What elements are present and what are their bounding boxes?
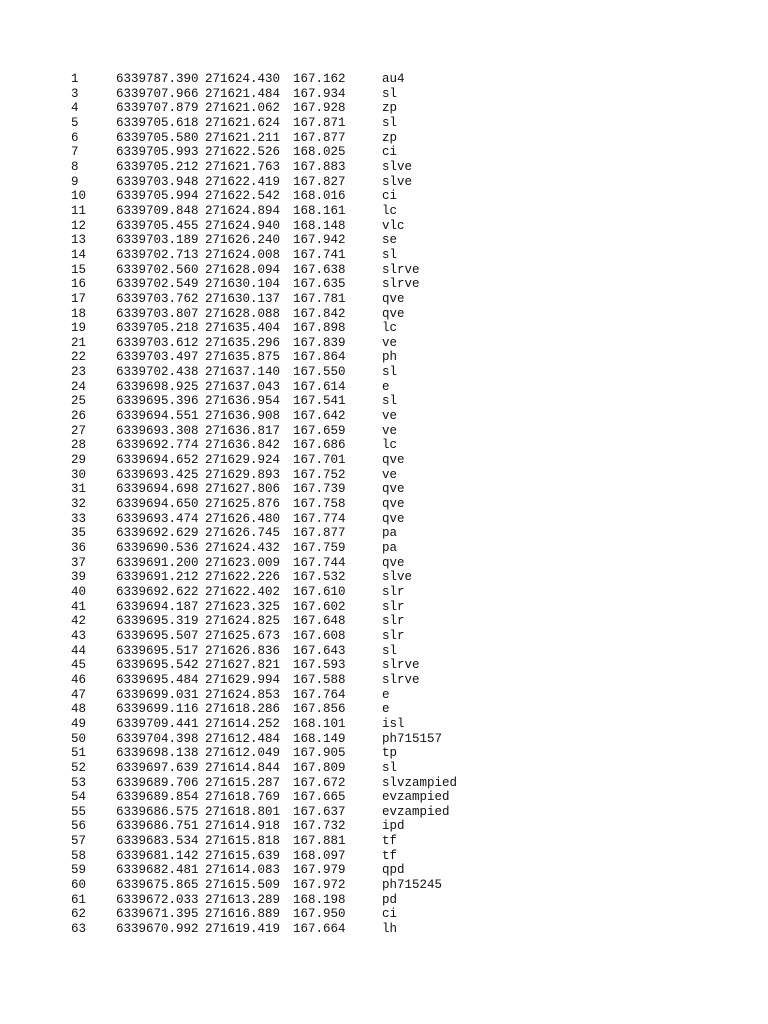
elevation-value: 167.758 xyxy=(293,497,346,512)
easting-value: 271636.908 xyxy=(205,409,281,424)
northing-value: 6339699.116 xyxy=(116,702,199,717)
northing-value: 6339703.762 xyxy=(116,291,199,306)
northing-value: 6339683.534 xyxy=(116,834,199,849)
point-id: 27 xyxy=(71,423,87,438)
point-id: 63 xyxy=(71,922,87,937)
easting-value: 271614.252 xyxy=(205,716,281,731)
northing-value: 6339695.484 xyxy=(116,672,199,687)
point-id: 54 xyxy=(71,790,87,805)
easting-value: 271624.008 xyxy=(205,247,281,262)
point-id: 17 xyxy=(71,291,87,306)
northing-value: 6339694.187 xyxy=(116,599,199,614)
easting-value: 271637.043 xyxy=(205,379,281,394)
point-id: 30 xyxy=(71,467,87,482)
point-code: pd xyxy=(382,892,398,907)
northing-value: 6339694.551 xyxy=(116,409,199,424)
easting-value: 271621.624 xyxy=(205,115,281,130)
point-id: 4 xyxy=(71,101,79,116)
easting-value: 271626.240 xyxy=(205,233,281,248)
northing-value: 6339672.033 xyxy=(116,892,199,907)
northing-value: 6339693.474 xyxy=(116,511,199,526)
easting-value: 271621.062 xyxy=(205,101,281,116)
easting-value: 271622.542 xyxy=(205,189,281,204)
elevation-value: 167.842 xyxy=(293,306,346,321)
point-code: qve xyxy=(382,497,405,512)
northing-value: 6339702.438 xyxy=(116,365,199,380)
northing-value: 6339694.650 xyxy=(116,497,199,512)
easting-value: 271623.009 xyxy=(205,555,281,570)
easting-value: 271615.509 xyxy=(205,878,281,893)
elevation-value: 167.905 xyxy=(293,746,346,761)
easting-value: 271637.140 xyxy=(205,365,281,380)
easting-value: 271636.954 xyxy=(205,394,281,409)
point-id: 22 xyxy=(71,350,87,365)
easting-value: 271622.526 xyxy=(205,145,281,160)
point-code: slve xyxy=(382,174,413,189)
elevation-value: 168.025 xyxy=(293,145,346,160)
point-id: 7 xyxy=(71,145,79,160)
elevation-value: 167.588 xyxy=(293,672,346,687)
elevation-value: 167.934 xyxy=(293,86,346,101)
northing-value: 6339690.536 xyxy=(116,541,199,555)
easting-value: 271624.432 xyxy=(205,541,281,555)
point-code: slr xyxy=(382,614,405,629)
easting-value: 271627.806 xyxy=(205,482,281,497)
easting-value: 271614.844 xyxy=(205,760,281,775)
point-id: 51 xyxy=(71,746,87,761)
point-id: 50 xyxy=(71,731,87,746)
point-id: 40 xyxy=(71,584,87,599)
point-id: 14 xyxy=(71,247,87,262)
elevation-value: 167.877 xyxy=(293,526,346,541)
point-code: qve xyxy=(382,555,405,570)
northing-value: 6339692.774 xyxy=(116,438,199,453)
elevation-value: 167.664 xyxy=(293,922,346,937)
point-id: 1 xyxy=(71,72,79,86)
elevation-value: 167.856 xyxy=(293,702,346,717)
easting-value: 271618.286 xyxy=(205,702,281,717)
easting-value: 271635.404 xyxy=(205,321,281,336)
point-code: sl xyxy=(382,115,398,130)
point-code: slrve xyxy=(382,672,420,687)
elevation-value: 167.659 xyxy=(293,423,346,438)
elevation-value: 167.764 xyxy=(293,687,346,702)
elevation-value: 167.898 xyxy=(293,321,346,336)
point-id: 5 xyxy=(71,115,79,130)
point-id: 36 xyxy=(71,541,87,555)
elevation-value: 167.610 xyxy=(293,584,346,599)
point-id: 12 xyxy=(71,218,87,233)
point-code: slr xyxy=(382,599,405,614)
point-id: 52 xyxy=(71,760,87,775)
point-id: 26 xyxy=(71,409,87,424)
easting-value: 271635.875 xyxy=(205,350,281,365)
elevation-value: 167.744 xyxy=(293,555,346,570)
point-id: 8 xyxy=(71,159,79,174)
northing-value: 6339695.319 xyxy=(116,614,199,629)
easting-value: 271622.402 xyxy=(205,584,281,599)
easting-value: 271630.104 xyxy=(205,277,281,292)
point-code: ve xyxy=(382,423,398,438)
point-code: sl xyxy=(382,365,398,380)
northing-value: 6339702.713 xyxy=(116,247,199,262)
elevation-value: 167.883 xyxy=(293,159,346,174)
northing-value: 6339704.398 xyxy=(116,731,199,746)
easting-value: 271614.918 xyxy=(205,819,281,834)
easting-value: 271635.296 xyxy=(205,335,281,350)
point-id: 48 xyxy=(71,702,87,717)
point-id: 59 xyxy=(71,863,87,878)
easting-value: 271625.673 xyxy=(205,628,281,643)
elevation-value: 168.149 xyxy=(293,731,346,746)
elevation-value: 167.643 xyxy=(293,643,346,658)
point-code: slve xyxy=(382,159,413,174)
elevation-value: 167.614 xyxy=(293,379,346,394)
easting-value: 271624.940 xyxy=(205,218,281,233)
point-id: 9 xyxy=(71,174,79,189)
northing-value: 6339698.925 xyxy=(116,379,199,394)
northing-value: 6339705.212 xyxy=(116,159,199,174)
elevation-value: 167.686 xyxy=(293,438,346,453)
northing-value: 6339695.396 xyxy=(116,394,199,409)
easting-value: 271621.763 xyxy=(205,159,281,174)
point-id: 46 xyxy=(71,672,87,687)
easting-value: 271621.211 xyxy=(205,130,281,145)
easting-value: 271629.924 xyxy=(205,453,281,468)
easting-value: 271615.818 xyxy=(205,834,281,849)
elevation-value: 167.739 xyxy=(293,482,346,497)
point-code: sl xyxy=(382,394,398,409)
point-id: 28 xyxy=(71,438,87,453)
point-id: 44 xyxy=(71,643,87,658)
point-id: 19 xyxy=(71,321,87,336)
point-code: ci xyxy=(382,907,398,922)
northing-value: 6339686.751 xyxy=(116,819,199,834)
northing-value: 6339787.390 xyxy=(116,72,199,86)
easting-value: 271624.853 xyxy=(205,687,281,702)
point-code: evzampied xyxy=(382,804,450,819)
elevation-value: 167.665 xyxy=(293,790,346,805)
easting-value: 271619.419 xyxy=(205,922,281,937)
northing-value: 6339703.807 xyxy=(116,306,199,321)
elevation-value: 167.593 xyxy=(293,658,346,673)
elevation-value: 167.637 xyxy=(293,804,346,819)
elevation-value: 167.532 xyxy=(293,570,346,585)
easting-value: 271612.049 xyxy=(205,746,281,761)
elevation-value: 167.701 xyxy=(293,453,346,468)
elevation-value: 167.642 xyxy=(293,409,346,424)
easting-value: 271612.484 xyxy=(205,731,281,746)
northing-value: 6339705.993 xyxy=(116,145,199,160)
northing-value: 6339694.652 xyxy=(116,453,199,468)
point-code: au4 xyxy=(382,72,405,86)
easting-value: 271627.821 xyxy=(205,658,281,673)
point-code: ve xyxy=(382,409,398,424)
point-id: 53 xyxy=(71,775,87,790)
point-code: qve xyxy=(382,291,405,306)
northing-value: 6339692.629 xyxy=(116,526,199,541)
point-code: pa xyxy=(382,541,398,555)
point-id: 60 xyxy=(71,878,87,893)
point-id: 16 xyxy=(71,277,87,292)
point-code: ipd xyxy=(382,819,405,834)
northing-value: 6339691.200 xyxy=(116,555,199,570)
point-id: 18 xyxy=(71,306,87,321)
northing-value: 6339707.879 xyxy=(116,101,199,116)
easting-value: 271629.893 xyxy=(205,467,281,482)
northing-value: 6339705.455 xyxy=(116,218,199,233)
elevation-value: 167.635 xyxy=(293,277,346,292)
easting-value: 271622.226 xyxy=(205,570,281,585)
northing-value: 6339697.639 xyxy=(116,760,199,775)
easting-value: 271636.817 xyxy=(205,423,281,438)
point-code: sl xyxy=(382,247,398,262)
northing-value: 6339703.497 xyxy=(116,350,199,365)
elevation-value: 167.608 xyxy=(293,628,346,643)
easting-value: 271625.876 xyxy=(205,497,281,512)
point-code: evzampied xyxy=(382,790,450,805)
easting-value: 271626.745 xyxy=(205,526,281,541)
point-code: ci xyxy=(382,145,398,160)
point-code: ph715245 xyxy=(382,878,443,893)
northing-value: 6339671.395 xyxy=(116,907,199,922)
point-code: ci xyxy=(382,189,398,204)
point-id: 41 xyxy=(71,599,87,614)
easting-value: 271618.769 xyxy=(205,790,281,805)
northing-value: 6339702.549 xyxy=(116,277,199,292)
point-id: 10 xyxy=(71,189,87,204)
point-code: tf xyxy=(382,834,398,849)
point-code: sl xyxy=(382,760,398,775)
point-code: slr xyxy=(382,628,405,643)
point-code: lh xyxy=(382,922,398,937)
northing-value: 6339698.138 xyxy=(116,746,199,761)
easting-value: 271624.894 xyxy=(205,203,281,218)
easting-value: 271622.419 xyxy=(205,174,281,189)
elevation-value: 167.162 xyxy=(293,72,346,86)
elevation-value: 167.541 xyxy=(293,394,346,409)
easting-value: 271624.430 xyxy=(205,72,281,86)
northing-value: 6339707.966 xyxy=(116,86,199,101)
elevation-value: 167.877 xyxy=(293,130,346,145)
elevation-value: 168.016 xyxy=(293,189,346,204)
elevation-value: 167.759 xyxy=(293,541,346,555)
point-id: 25 xyxy=(71,394,87,409)
northing-value: 6339693.308 xyxy=(116,423,199,438)
point-id: 42 xyxy=(71,614,87,629)
point-id: 61 xyxy=(71,892,87,907)
easting-value: 271616.889 xyxy=(205,907,281,922)
point-code: slve xyxy=(382,570,413,585)
point-id: 62 xyxy=(71,907,87,922)
easting-value: 271621.484 xyxy=(205,86,281,101)
point-id: 57 xyxy=(71,834,87,849)
northing-value: 6339703.189 xyxy=(116,233,199,248)
point-id: 55 xyxy=(71,804,87,819)
elevation-value: 168.097 xyxy=(293,848,346,863)
elevation-value: 167.752 xyxy=(293,467,346,482)
point-code: slrve xyxy=(382,658,420,673)
point-code: tp xyxy=(382,746,398,761)
elevation-value: 167.648 xyxy=(293,614,346,629)
elevation-value: 167.972 xyxy=(293,878,346,893)
easting-value: 271630.137 xyxy=(205,291,281,306)
northing-value: 6339695.542 xyxy=(116,658,199,673)
elevation-value: 168.101 xyxy=(293,716,346,731)
point-id: 47 xyxy=(71,687,87,702)
easting-value: 271626.836 xyxy=(205,643,281,658)
northing-value: 6339695.517 xyxy=(116,643,199,658)
point-code: slvzampied xyxy=(382,775,458,790)
point-id: 29 xyxy=(71,453,87,468)
point-code: tf xyxy=(382,848,398,863)
point-code: qve xyxy=(382,306,405,321)
point-id: 23 xyxy=(71,365,87,380)
elevation-value: 167.774 xyxy=(293,511,346,526)
northing-value: 6339703.948 xyxy=(116,174,199,189)
point-code: lc xyxy=(382,321,398,336)
elevation-value: 167.602 xyxy=(293,599,346,614)
point-code: se xyxy=(382,233,398,248)
point-id: 39 xyxy=(71,570,87,585)
elevation-value: 167.827 xyxy=(293,174,346,189)
point-code: sl xyxy=(382,86,398,101)
point-code: sl xyxy=(382,643,398,658)
point-code: qpd xyxy=(382,863,405,878)
point-id: 31 xyxy=(71,482,87,497)
elevation-value: 168.198 xyxy=(293,892,346,907)
point-code: slrve xyxy=(382,277,420,292)
point-code: zp xyxy=(382,101,398,116)
elevation-value: 167.839 xyxy=(293,335,346,350)
northing-value: 6339705.994 xyxy=(116,189,199,204)
northing-value: 6339691.212 xyxy=(116,570,199,585)
point-id: 33 xyxy=(71,511,87,526)
elevation-value: 167.781 xyxy=(293,291,346,306)
easting-value: 271626.480 xyxy=(205,511,281,526)
point-code: qve xyxy=(382,453,405,468)
point-id: 15 xyxy=(71,262,87,277)
point-code: lc xyxy=(382,203,398,218)
elevation-value: 167.864 xyxy=(293,350,346,365)
elevation-value: 167.672 xyxy=(293,775,346,790)
easting-value: 271614.083 xyxy=(205,863,281,878)
northing-value: 6339689.854 xyxy=(116,790,199,805)
point-id: 43 xyxy=(71,628,87,643)
point-code: isl xyxy=(382,716,405,731)
northing-value: 6339705.580 xyxy=(116,130,199,145)
point-code: slrve xyxy=(382,262,420,277)
elevation-value: 167.979 xyxy=(293,863,346,878)
point-id: 13 xyxy=(71,233,87,248)
point-id: 45 xyxy=(71,658,87,673)
point-id: 37 xyxy=(71,555,87,570)
point-code: e xyxy=(382,379,390,394)
point-code: vlc xyxy=(382,218,405,233)
elevation-value: 167.550 xyxy=(293,365,346,380)
northing-value: 6339702.560 xyxy=(116,262,199,277)
point-code: lc xyxy=(382,438,398,453)
point-id: 21 xyxy=(71,335,87,350)
northing-value: 6339682.481 xyxy=(116,863,199,878)
point-id: 24 xyxy=(71,379,87,394)
point-code: e xyxy=(382,702,390,717)
elevation-value: 167.950 xyxy=(293,907,346,922)
easting-value: 271613.289 xyxy=(205,892,281,907)
easting-value: 271615.287 xyxy=(205,775,281,790)
northing-value: 6339681.142 xyxy=(116,848,199,863)
elevation-value: 167.928 xyxy=(293,101,346,116)
elevation-value: 168.148 xyxy=(293,218,346,233)
point-code: zp xyxy=(382,130,398,145)
northing-value: 6339699.031 xyxy=(116,687,199,702)
point-code: ve xyxy=(382,467,398,482)
point-code: slr xyxy=(382,584,405,599)
northing-value: 6339703.612 xyxy=(116,335,199,350)
easting-value: 271636.842 xyxy=(205,438,281,453)
easting-value: 271624.825 xyxy=(205,614,281,629)
easting-value: 271629.994 xyxy=(205,672,281,687)
point-code: pa xyxy=(382,526,398,541)
northing-value: 6339693.425 xyxy=(116,467,199,482)
elevation-value: 167.809 xyxy=(293,760,346,775)
northing-value: 6339675.865 xyxy=(116,878,199,893)
northing-value: 6339670.992 xyxy=(116,922,199,937)
point-code: qve xyxy=(382,511,405,526)
elevation-value: 167.638 xyxy=(293,262,346,277)
point-code: ve xyxy=(382,335,398,350)
easting-value: 271628.094 xyxy=(205,262,281,277)
northing-value: 6339694.698 xyxy=(116,482,199,497)
northing-value: 6339695.507 xyxy=(116,628,199,643)
easting-value: 271618.801 xyxy=(205,804,281,819)
easting-value: 271623.325 xyxy=(205,599,281,614)
northing-value: 6339709.441 xyxy=(116,716,199,731)
point-id: 56 xyxy=(71,819,87,834)
elevation-value: 167.732 xyxy=(293,819,346,834)
elevation-value: 168.161 xyxy=(293,203,346,218)
point-code: qve xyxy=(382,482,405,497)
point-id: 32 xyxy=(71,497,87,512)
point-id: 3 xyxy=(71,86,79,101)
northing-value: 6339705.218 xyxy=(116,321,199,336)
elevation-value: 167.741 xyxy=(293,247,346,262)
northing-value: 6339709.848 xyxy=(116,203,199,218)
point-id: 6 xyxy=(71,130,79,145)
easting-value: 271615.639 xyxy=(205,848,281,863)
point-id: 35 xyxy=(71,526,87,541)
northing-value: 6339692.622 xyxy=(116,584,199,599)
point-code: ph715157 xyxy=(382,731,443,746)
point-id: 58 xyxy=(71,848,87,863)
northing-value: 6339705.618 xyxy=(116,115,199,130)
northing-value: 6339686.575 xyxy=(116,804,199,819)
elevation-value: 167.881 xyxy=(293,834,346,849)
point-code: e xyxy=(382,687,390,702)
elevation-value: 167.871 xyxy=(293,115,346,130)
elevation-value: 167.942 xyxy=(293,233,346,248)
easting-value: 271628.088 xyxy=(205,306,281,321)
northing-value: 6339689.706 xyxy=(116,775,199,790)
point-id: 49 xyxy=(71,716,87,731)
point-code: ph xyxy=(382,350,398,365)
point-id: 11 xyxy=(71,203,87,218)
